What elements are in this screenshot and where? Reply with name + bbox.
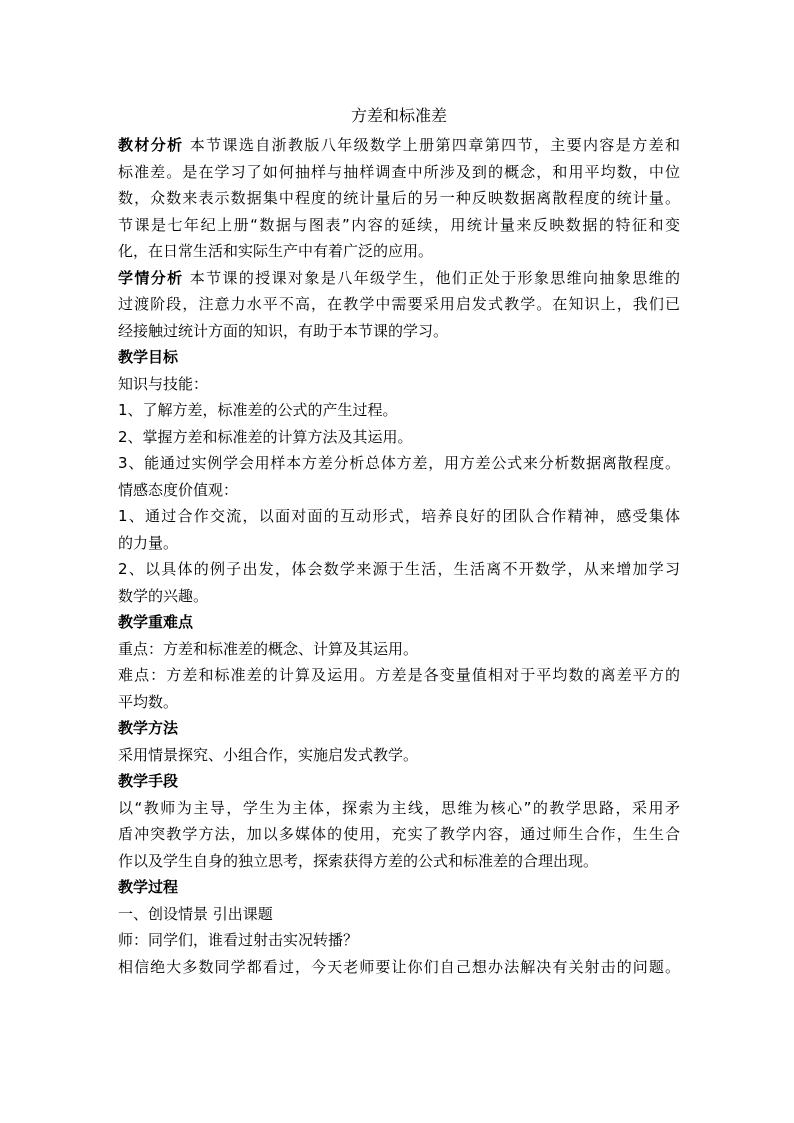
knowledge-item-1: 1、了解方差，标准差的公式的产生过程。 (118, 401, 398, 419)
document-page (118, 103, 680, 980)
document-title: 方差和标准差 (350, 106, 447, 125)
analysis-line-3: 数，众数来表示数据集中程度的统计量后的另一种反映数据离散程度的统计量。 (118, 189, 680, 207)
knowledge-item-2: 2、掌握方差和标准差的计算方法及其运用。 (118, 427, 413, 446)
learners-text-1: 本节课的授课对象是八年级学生，他们正处于形象思维向抽象思维的 (189, 268, 680, 287)
process-heading: 教学过程 (118, 878, 179, 896)
analysis-label: 教材分析 (118, 136, 184, 154)
method-heading: 教学方法 (118, 719, 179, 737)
learners-line-1 (118, 265, 680, 292)
analysis-line-2: 标准差。是在学习了如何抽样与抽样调查中所涉及到的概念，和用平均数，中位 (118, 162, 680, 181)
knowledge-item-3: 3、能通过实例学会用样本方差分析总体方差，用方差公式来分析数据离散程度。 (118, 454, 680, 472)
means-line-2: 盾冲突教学方法，加以多媒体的使用，充实了教学内容，通过师生合作，生生合 (118, 825, 680, 843)
process-line-3: 相信绝大多数同学都看过，今天老师要让你们自己想办法解决有关射击的问题。 (118, 957, 680, 976)
difficulty-hard-line-1: 难点：方差和标准差的计算及运用。方差是各变量值相对于平均数的离差平方的 (118, 666, 680, 684)
analysis-line-4: 节课是七年纪上册“数据与图表”内容的延续，用统计量来反映数据的特征和变 (118, 215, 680, 234)
emotion-label: 情感态度价值观： (118, 480, 239, 499)
emotion-item-2-line-1: 2、以具体的例子出发，体会数学来源于生活，生活离不开数学，从来增加学习 (118, 560, 680, 578)
difficulty-hard-line-2: 平均数。 (118, 692, 179, 711)
means-line-1: 以“教师为主导，学生为主体，探索为主线，思维为核心”的教学思路，采用矛 (118, 798, 680, 817)
analysis-text-1: 本节课选自浙教版八年级数学上册第四章第四节，主要内容是方差和 (189, 136, 680, 154)
emotion-item-1-line-2: 的力量。 (118, 533, 179, 552)
difficulty-key: 重点：方差和标准差的概念、计算及其运用。 (118, 639, 419, 658)
process-line-1: 一、创设情景 引出课题 (118, 904, 273, 923)
goals-heading: 教学目标 (118, 348, 179, 366)
process-line-2: 师：同学们，谁看过射击实况转播？ (118, 931, 359, 949)
difficulty-heading: 教学重难点 (118, 613, 194, 631)
knowledge-label: 知识与技能： (118, 374, 209, 393)
learners-label: 学情分析 (118, 268, 184, 287)
learners-line-2: 过渡阶段，注意力水平不高，在教学中需要采用启发式教学。在知识上，我们已 (118, 295, 680, 313)
emotion-item-1-line-1: 1、通过合作交流，以面对面的互动形式，培养良好的团队合作精神，感受集体 (118, 507, 680, 525)
means-line-3: 作以及学生自身的独立思考，探索获得方差的公式和标准差的合理出现。 (118, 851, 599, 870)
analysis-line-5: 化，在日常生活和实际生产中有着广泛的应用。 (118, 242, 434, 260)
analysis-line-1 (118, 132, 680, 159)
emotion-item-2-line-2: 数学的兴趣。 (118, 586, 209, 605)
means-heading: 教学手段 (118, 772, 179, 790)
method-text: 采用情景探究、小组合作，实施启发式教学。 (118, 745, 419, 764)
learners-line-3: 经接触过统计方面的知识，有助于本节课的学习。 (118, 321, 449, 340)
